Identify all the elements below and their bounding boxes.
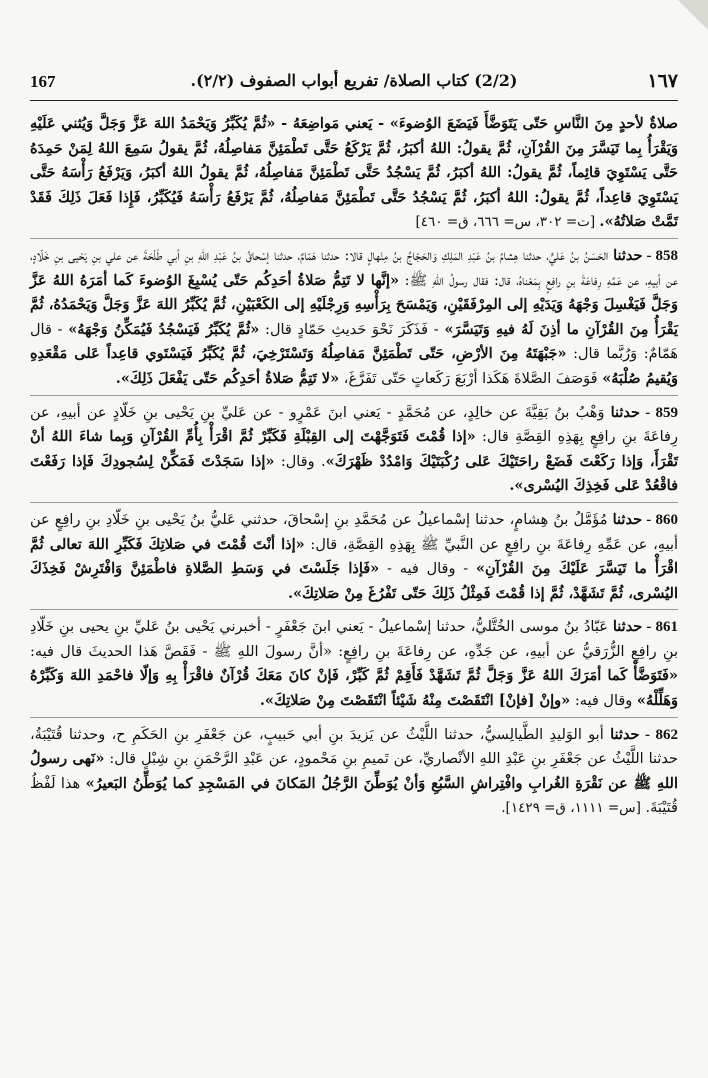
isnad-text: عَبّادُ بنُ موسى الخُتَّليُّ، حدثنا إسْماعيلُ - يَعني ابنَ جَعْفَرٍ - أخبرني يَحْيى بنُ عَليِّ بنِ يحيى بنِ خَلّادِ بنِ رافِعٍ الزُّرَقيُّ عن أبيهِ، عن جَدِّهِ، عن رِفاعَةَ بنِ رافِعٍ: «أنَّ رسولَ اللهِ ﷺ - فَقَصَّ هَذا الحديثَ قال فيه: bbox=[30, 619, 678, 660]
isnad-text: . وقال: bbox=[274, 453, 326, 470]
hadith-h861 bbox=[30, 615, 678, 713]
page-number-arabic: ١٦٧ bbox=[647, 70, 678, 92]
hadith-matn: «نَهى رسولُ اللهِ ﷺ عن نَقْرَةِ الغُرابِ وافْتِراشِ السَّبُعِ وَأنْ يُوَطِّنَ الرَّجُلُ المَكانَ في المَسْجِدِ كما يُوَطِّنُ البَعيرُ» bbox=[30, 750, 678, 792]
hadith-matn: «فَإذا جَلَسْتَ في وَسَطِ الصَّلاةِ فاطْمَئِنَّ وَافْتَرِشْ فَخِذَكَ اليُسْرى، ثُمَّ تَشَهَّدْ، ثُمَّ إذا قُمْتَ فَمِثْلُ ذَلِكَ حَتّى تَفْرُغَ مِنْ صَلاتِكَ». bbox=[30, 560, 678, 602]
hadith-separator bbox=[30, 395, 678, 396]
isnad-text: الحَسَنُ بنُ عَليٍّ، حدثنا هِشامُ بنُ عَبْدِ المَلِكِ وَالحَجّاجُ بنُ مِنْهالٍ قالا: حدثنا هَمّامٌ، حدثنا إسْحاقُ بنُ عَبْدِ اللهِ بنِ أبي طَلْحَةَ عن علي بنِ يَحْيى بنِ خَلّادٍ، عن أبيهِ، عن عَمِّهِ رِفاعَةَ بنِ رافِعٍ بِمَعْناهُ، قال: فقال رسولُ اللهِ ﷺ: bbox=[30, 247, 678, 289]
isnad-text: هذا لَفْظُ قُتَيْبَةَ. bbox=[30, 775, 678, 817]
page-number-latin: 167 bbox=[30, 72, 56, 91]
hadith-h860 bbox=[30, 508, 678, 606]
isnad-text: وَهْبُ بنُ بَقِيَّةَ عن خالِدٍ، عن مُحَمَّدٍ - يَعني ابنَ عَمْرٍو - عن عَليِّ بنِ يَحْيى بنِ خَلّادٍ عن أبيهِ، عن رِفاعَةَ بنِ رافِعٍ بِهَذِهِ القِصَّةِ قال: bbox=[30, 404, 678, 446]
hadith-matn: «إذا أنْتَ قُمْتَ في صَلاتِكَ فَكَبِّرِ اللهَ تعالى ثُمَّ اقْرَأْ ما تَيَسَّرَ عَلَيْكَ مِنَ القُرْآنِ» bbox=[30, 535, 679, 578]
hadith-number: 861 - bbox=[642, 619, 678, 636]
hadith-matn: «إذا سَجَدْتَ فَمَكِّنْ لِسُجودِكَ فَإذا رَفَعْتَ فاقْعُدْ عَلى فَخِذِكَ اليُسْرى». bbox=[30, 452, 678, 495]
isnad-text: حدثنا bbox=[613, 246, 643, 264]
cross-reference: [س= ١١١١، ق= ١٤٢٩]. bbox=[501, 800, 641, 817]
hadith-number: 862 - bbox=[639, 726, 678, 743]
hadith-matn: «إذا قُمْتَ فَتَوَجَّهْتَ إلى القِبْلَةِ فَكَبِّرْ ثُمَّ اقْرَأْ بِأُمِّ القُرْآنِ وَبِما شاءَ اللهُ أنْ تَقْرَأَ، وَإذا رَكَعْتَ فَضَعْ راحَتَيْكَ عَلى رُكْبَتَيْكَ وَامْدُدْ ظَهْرَكَ» bbox=[30, 428, 678, 470]
hadith-h858 bbox=[30, 244, 678, 392]
page-header bbox=[30, 66, 678, 101]
hadith-matn: صلاةٌ لأحدٍ مِنَ النَّاسِ حَتّى يَتَوَضَّأَ فَيَضَعَ الوُضوءَ» - يَعني مَواضِعَهُ - «ثُمَّ يُكَبِّرُ وَيَحْمَدُ اللهَ عَزَّ وَجَلَّ وَيُثني عَلَيْهِ وَيَقْرَأُ بِما تَيَسَّرَ مِنَ القُرْآنِ، ثُمَّ يقولُ: اللهُ أكبَرُ، ثُمَّ يَرْكَعُ حَتَّى تَطْمَئِنَّ مَفاصِلُهُ، ثُمَّ يقولُ سَمِعَ اللهُ لِمَنْ حَمِدَهُ حَتَّى يَسْتَوِيَ قائِماً، ثُمَّ يقولُ: اللهُ أكبَرُ، ثُمَّ يَسْجُدُ حَتَّى تَطْمَئِنَّ مَفاصِلُهُ، ثُمَّ يقولُ اللهُ أكبَرُ، وَيَرْفَعُ رَأْسَهُ حَتَّى يَسْتَوِيَ قاعِداً، ثُمَّ يقولُ: اللهُ أكبَرُ، ثُمَّ يَسْجُدُ حَتَّى تَطْمَئِنَّ مَفاصِلُهُ، ثُمَّ يَرْفَعُ رَأْسَهُ فَيُكَبِّرُ، فَإِذا فَعَلَ ذَلِكَ فَقَدْ تَمَّتْ صَلاتُهُ». bbox=[30, 115, 678, 231]
isnad-text: مُؤَمَّلُ بنُ هِشامٍ، حدثنا إسْماعيلُ عن مُحَمَّدِ بنِ إسْحاقَ، حدثني عَليُّ بنُ يَحْيى بنِ خَلّادِ بنِ رافِعٍ عن أبيهِ، عن عَمِّهِ رِفاعَةَ بنِ رافِعٍ عن النَّبيِّ ﷺ بِهَذِهِ القِصَّةِ، قال: bbox=[30, 511, 679, 553]
page-corner-fold bbox=[678, 0, 708, 30]
isnad-text: حدثنا bbox=[612, 510, 643, 528]
isnad-text: - قال هَمّامٌ: وَرُبَّما قال: bbox=[30, 321, 678, 363]
isnad-text: حدثنا bbox=[612, 618, 643, 636]
hadith-separator bbox=[30, 238, 678, 239]
hadith-separator bbox=[30, 609, 678, 610]
hadith-separator bbox=[30, 717, 678, 718]
isnad-text: حدثنا bbox=[610, 725, 640, 743]
hadith-separator bbox=[30, 502, 678, 503]
hadith-cont bbox=[30, 112, 678, 235]
isnad-text: - وقال فيه - bbox=[379, 561, 476, 578]
hadith-matn: «جَبْهَتَهُ مِنَ الأرْضِ، حَتّى تَطْمَئِنَّ مَفاصِلُهُ وَتَسْتَرْخِيَ، ثُمَّ يُكَبِّرُ فَيَسْتَوي قاعِداً عَلى مَقْعَدِهِ وَيُقيمُ صُلْبَهُ» bbox=[30, 345, 678, 387]
isnad-text: حدثنا bbox=[610, 403, 640, 421]
hadith-matn: «إنَّها لا تَتِمُّ صَلاةُ أحَدِكُم حَتّى يُسْبِغَ الوُضوءَ كَما أمَرَهُ اللهُ عَزَّ وَجَلَّ فَيَغْسِلَ وَجْهَهُ وَيَدَيْهِ إلى المِرْفَقَيْنِ، وَيَمْسَحَ بِرَأْسِهِ وَرِجْلَيْهِ إلى الكَعْبَيْنِ، ثُمَّ يُكَبِّرُ اللهَ عَزَّ وَجَلَّ وَيَحْمَدُهُ، ثُمَّ يَقْرَأُ مِنَ القُرْآنِ ما أذِنَ لَهُ فيهِ وَتَيَسَّرَ» bbox=[30, 271, 678, 338]
cross-reference: [ت= ٣٠٢، س= ٦٦٦، ق= ٤٦٠] bbox=[415, 214, 600, 231]
hadith-matn: «لا تَتِمُّ صَلاةُ أحَدِكُم حَتّى يَفْعَلَ ذَلِكَ». bbox=[115, 369, 340, 387]
hadith-number: 858 - bbox=[642, 247, 678, 264]
hadith-matn: «فَتَوَضَّأْ كَما أمَرَكَ اللهُ عَزَّ وَجَلَّ ثُمَّ تَشَهَّدْ فَأَقِمْ ثُمَّ كَبِّرْ، فَإنْ كانَ مَعَكَ قُرْآنٌ فاقْرَأْ بِهِ وَإلّا فاحْمَدِ اللهَ وَكَبِّرْهُ وَهَلِّلْهُ» bbox=[30, 667, 678, 710]
hadith-number: 859 - bbox=[639, 404, 678, 421]
isnad-text: فَوَصَفَ الصَّلاةَ هَكَذا أرْبَعَ رَكَعاتٍ حَتّى تَفَرَّغَ، bbox=[339, 370, 603, 387]
hadith-number: 860 - bbox=[642, 511, 678, 528]
hadith-matn: «ثُمَّ يُكَبِّرُ فَيَسْجُدُ فَيُمَكِّنُ وَجْهَهُ» bbox=[68, 320, 260, 338]
hadith-h862 bbox=[30, 723, 678, 821]
isnad-text: - فَذَكَرَ نَحْوَ حَديثِ حَمّادٍ قال: bbox=[259, 321, 445, 338]
isnad-text: أبو الوَليدِ الطَّيالِسيُّ، حدثنا اللَّيْثُ عن يَزيدَ بنِ أبي حَبيبٍ، عن جَعْفَرِ بنِ الحَكَمِ ح، وحدثنا قُتَيْبَةُ، حدثنا اللَّيْثُ عن جَعْفَرِ بنِ عَبْدِ اللهِ الأنْصاريِّ، عن تَميمِ بنِ مَحْمودٍ، عن عَبْدِ الرَّحْمَنِ بنِ شِبْلٍ قال: bbox=[30, 726, 679, 768]
running-title: (2/2) كتاب الصلاة/ تفريع أبواب الصفوف (٢/٢). bbox=[190, 71, 518, 90]
page-body bbox=[30, 112, 678, 1068]
hadith-h859 bbox=[30, 401, 678, 499]
hadith-matn: «وإنْ [فإنْ] انْتَقَصْتَ مِنْهُ شَيْئاً انْتَقَصْتَ مِنْ صَلاتِكَ». bbox=[259, 692, 571, 710]
isnad-text: وقال فيه: bbox=[570, 693, 637, 710]
